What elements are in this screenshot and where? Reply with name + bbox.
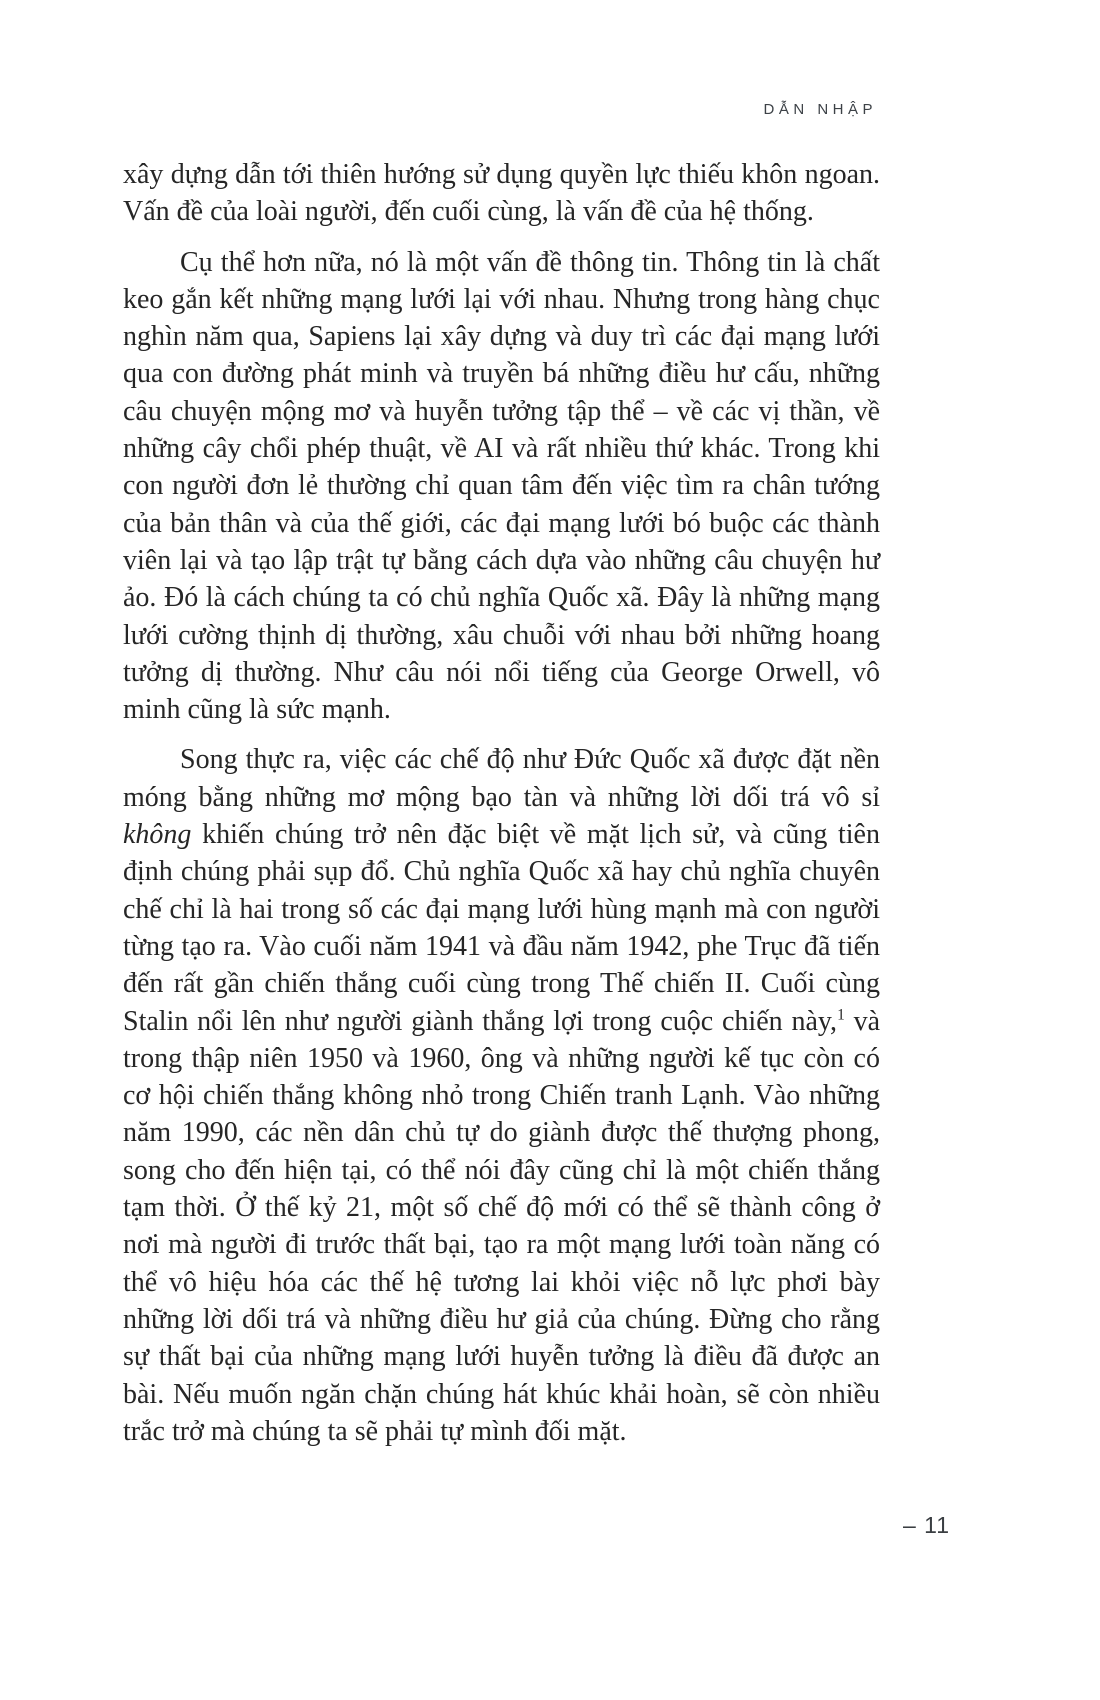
paragraph: [123, 244, 880, 729]
running-header: DẪN NHẬP: [763, 101, 877, 118]
text-run: xây dựng dẫn tới thiên hướng sử dụng quyền lực thiếu khôn ngoan. Vấn đề của loài người, đến cuối cùng, là vấn đề của hệ thống.: [123, 159, 880, 228]
text-run: khiến chúng trở nên đặc biệt về mặt lịch sử, và cũng tiên định chúng phải sụp đổ. Chủ nghĩa Quốc xã hay chủ nghĩa chuyên chế chỉ là hai trong số các đại mạng lưới hùng mạnh mà con người từng tạo ra. Vào cuối năm 1941 và đầu năm 1942, phe Trục đã tiến đến rất gần chiến thắng cuối cùng trong Thế chiến II. Cuối cùng Stalin nổi lên như người giành thắng lợi trong cuộc chiến này,: [123, 819, 880, 1037]
body-text: [123, 156, 880, 1463]
text-run: Cụ thể hơn nữa, nó là một vấn đề thông tin. Thông tin là chất keo gắn kết những mạng lưới lại với nhau. Nhưng trong hàng chục nghìn năm qua, Sapiens lại xây dựng và duy trì các đại mạng lưới qua con đường phát minh và truyền bá những điều hư cấu, những câu chuyện mộng mơ và huyễn tưởng tập thể – về các vị thần, về những cây chổi phép thuật, về AI và rất nhiều thứ khác. Trong khi con người đơn lẻ thường chỉ quan tâm đến việc tìm ra chân tướng của bản thân và của thế giới, các đại mạng lưới bó buộc các thành viên lại và tạo lập trật tự bằng cách dựa vào những câu chuyện hư ảo. Đó là cách chúng ta có chủ nghĩa Quốc xã. Đây là những mạng lưới cường thịnh dị thường, xâu chuỗi với nhau bởi những hoang tưởng dị thường. Như câu nói nổi tiếng của George Orwell, vô minh cũng là sức mạnh.: [123, 246, 880, 726]
text-run: Song thực ra, việc các chế độ như Đức Quốc xã được đặt nền móng bằng những mơ mộng bạo tàn và những lời dối trá vô sỉ: [123, 744, 880, 813]
footnote-marker: 1: [837, 1006, 845, 1024]
page-number: – 11: [902, 1512, 950, 1538]
paragraph: [123, 741, 880, 1450]
text-run: và trong thập niên 1950 và 1960, ông và những người kế tục còn có cơ hội chiến thắng không nhỏ trong Chiến tranh Lạnh. Vào những năm 1990, các nền dân chủ tự do giành được thế thượng phong, song cho đến hiện tại, có thể nói đây cũng chỉ là một chiến thắng tạm thời. Ở thế kỷ 21, một số chế độ mới có thể sẽ thành công ở nơi mà người đi trước thất bại, tạo ra một mạng lưới toàn năng có thể vô hiệu hóa các thế hệ tương lai khỏi việc nỗ lực phơi bày những lời dối trá và những điều hư giả của chúng. Đừng cho rằng sự thất bại của những mạng lưới huyễn tưởng là điều đã được an bài. Nếu muốn ngăn chặn chúng hát khúc khải hoàn, sẽ còn nhiều trắc trở mà chúng ta sẽ phải tự mình đối mặt.: [123, 1005, 880, 1447]
text-run: không: [123, 819, 192, 851]
paragraph: [123, 156, 880, 231]
